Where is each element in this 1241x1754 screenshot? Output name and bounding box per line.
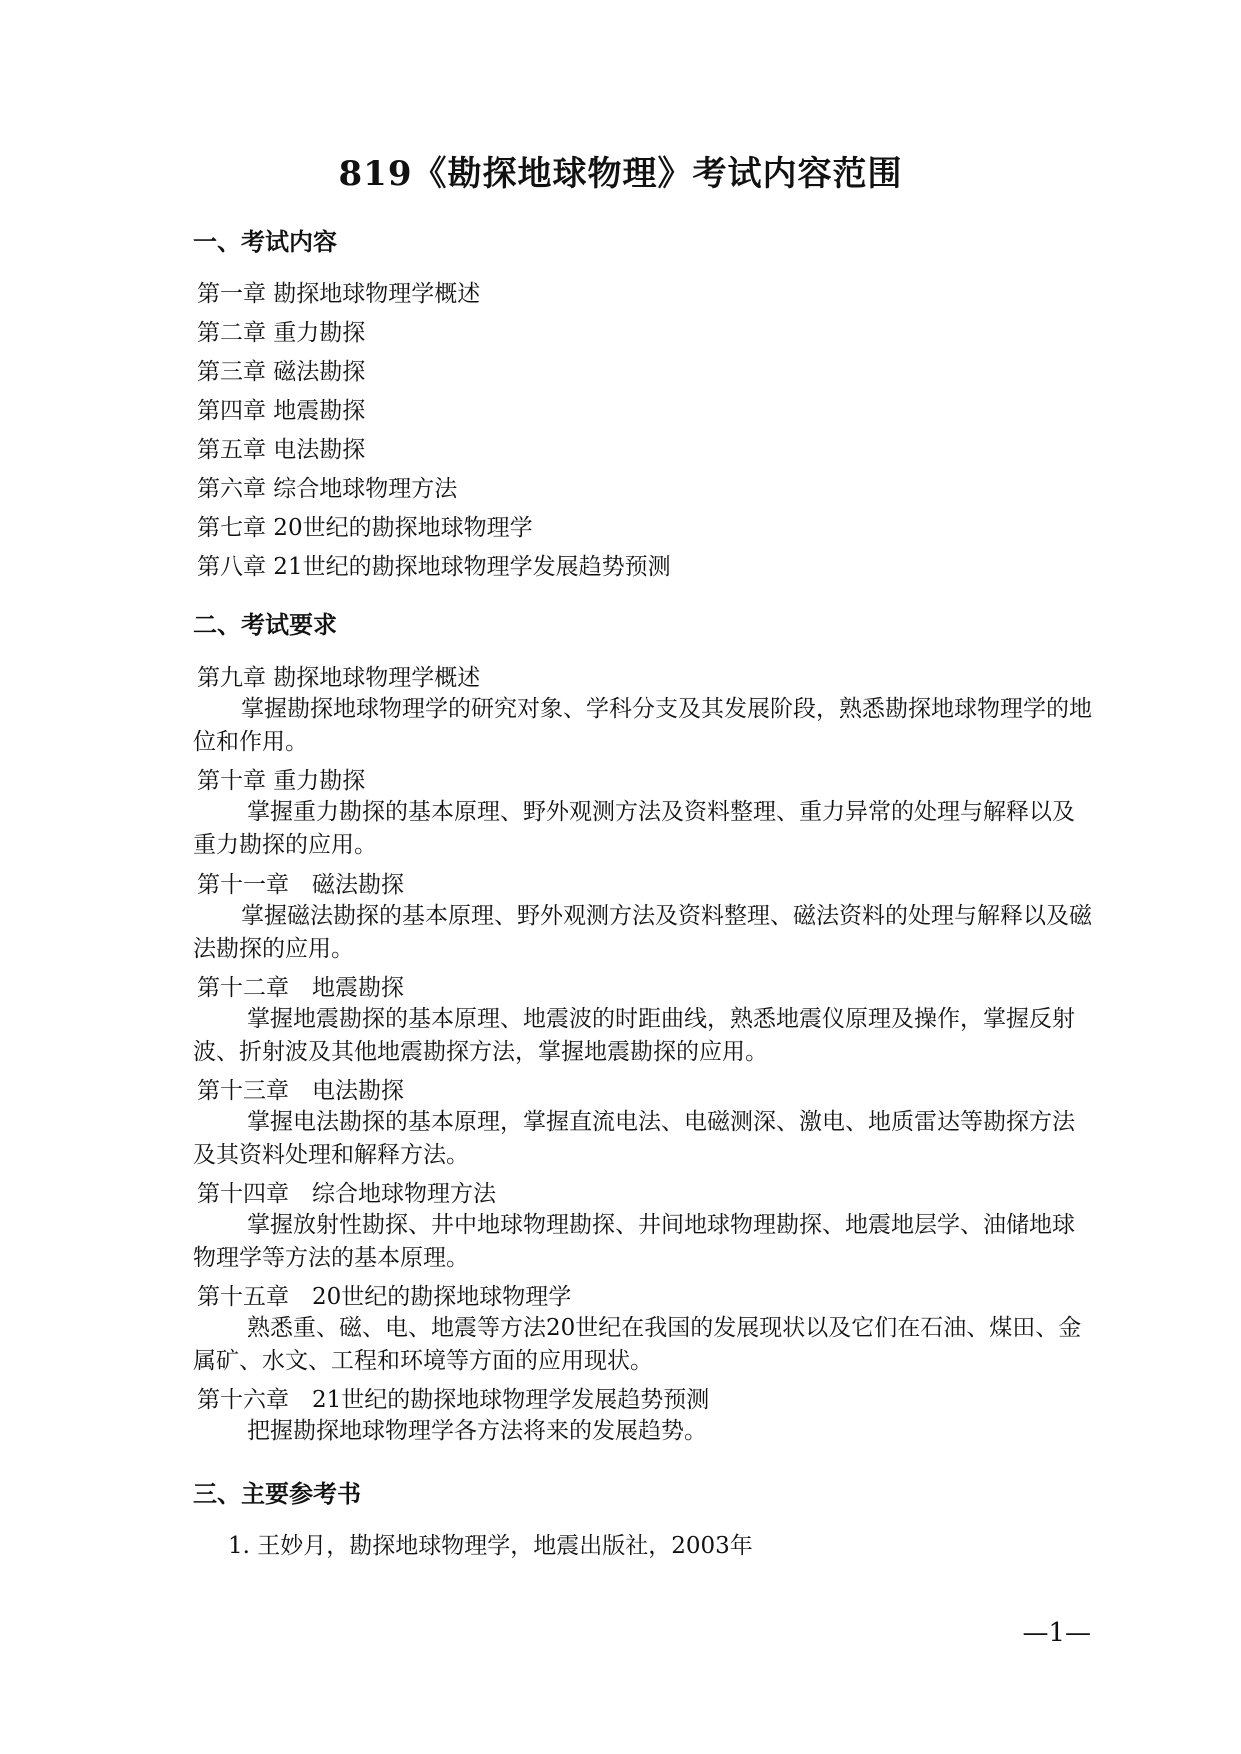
chapter-line: 第七章 20世纪的勘探地球物理学 <box>197 515 533 541</box>
requirement-text: 掌握放射性勘探、井中地球物理勘探、井间地球物理勘探、地震地层学、油储地球物理学等方法的基本原理。 <box>193 1212 1075 1271</box>
chapter-line: 第三章 磁法勘探 <box>197 359 366 385</box>
requirement-text: 掌握电法勘探的基本原理，掌握直流电法、电磁测深、激电、地质雷达等勘探方法及其资料处理和解释方法。 <box>193 1109 1075 1168</box>
section-heading-exam-requirements: 二、考试要求 <box>193 610 337 639</box>
section-heading-references: 三、主要参考书 <box>193 1479 361 1508</box>
requirement-chapter: 第十四章 综合地球物理方法 <box>197 1181 496 1207</box>
requirement-text: 掌握磁法勘探的基本原理、野外观测方法及资料整理、磁法资料的处理与解释以及磁法勘探的应用。 <box>193 903 1092 962</box>
requirement-chapter: 第十二章 地震勘探 <box>197 975 404 1001</box>
requirement-chapter: 第九章 勘探地球物理学概述 <box>197 665 481 691</box>
chapter-line: 第二章 重力勘探 <box>197 320 366 346</box>
requirement-text: 掌握勘探地球物理学的研究对象、学科分支及其发展阶段，熟悉勘探地球物理学的地位和作用。 <box>193 696 1092 755</box>
requirement-text: 熟悉重、磁、电、地震等方法20世纪在我国的发展现状以及它们在石油、煤田、金属矿、水文、工程和环境等方面的应用现状。 <box>193 1315 1082 1374</box>
page-number: —1— <box>1022 1618 1091 1648</box>
chapter-line: 第六章 综合地球物理方法 <box>197 476 458 502</box>
chapter-line: 第四章 地震勘探 <box>197 398 366 424</box>
requirement-chapter: 第十三章 电法勘探 <box>197 1078 404 1104</box>
requirement-text: 掌握地震勘探的基本原理、地震波的时距曲线，熟悉地震仪原理及操作，掌握反射波、折射波及其他地震勘探方法，掌握地震勘探的应用。 <box>193 1006 1075 1065</box>
requirement-text: 把握勘探地球物理学各方法将来的发展趋势。 <box>247 1418 707 1444</box>
requirement-chapter: 第十五章 20世纪的勘探地球物理学 <box>197 1284 572 1310</box>
requirement-chapter: 第十六章 21世纪的勘探地球物理学发展趋势预测 <box>197 1387 710 1413</box>
chapter-line: 第一章 勘探地球物理学概述 <box>197 281 481 307</box>
requirement-chapter: 第十章 重力勘探 <box>197 768 366 794</box>
chapter-line: 第八章 21世纪的勘探地球物理学发展趋势预测 <box>197 554 671 580</box>
requirement-text: 掌握重力勘探的基本原理、野外观测方法及资料整理、重力异常的处理与解释以及重力勘探的应用。 <box>193 799 1075 858</box>
page-title: 819《勘探地球物理》考试内容范围 <box>338 154 903 194</box>
chapter-line: 第五章 电法勘探 <box>197 437 366 463</box>
section-heading-exam-content: 一、考试内容 <box>193 227 337 256</box>
requirement-chapter: 第十一章 磁法勘探 <box>197 872 404 898</box>
reference-item: 1. 王妙月，勘探地球物理学，地震出版社，2003年 <box>228 1533 753 1559</box>
